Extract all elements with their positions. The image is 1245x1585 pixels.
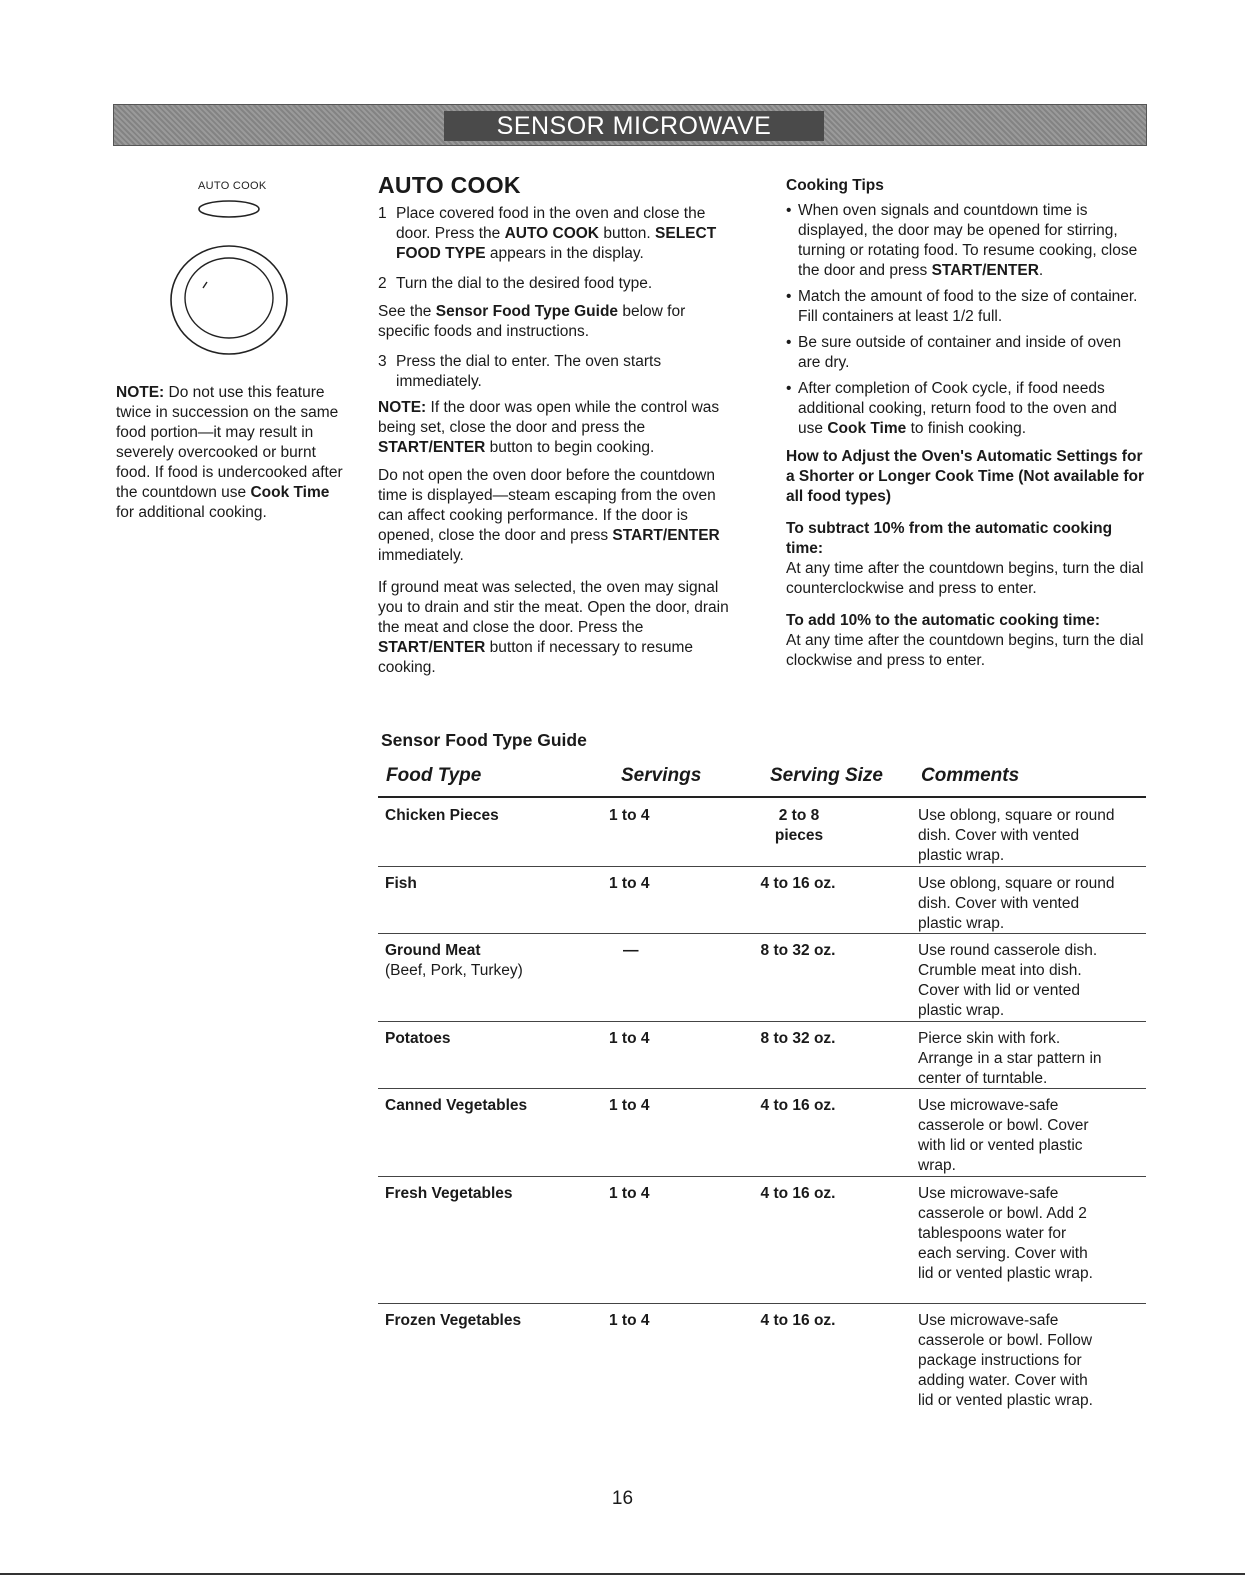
comments: Use microwave-safe casserole or bowl. Follow package instructions for adding water. Cover with lid or vented plastic wrap.: [918, 1312, 1093, 1409]
serving-size: 4 to 16 oz.: [760, 1097, 836, 1114]
see-guide-text: [378, 302, 740, 342]
section-banner: [113, 104, 1147, 170]
ground-meat-c: button if necessary to resume cooking.: [378, 639, 693, 676]
bullet-icon: •: [786, 288, 792, 305]
tip-4-bold: Cook Time: [827, 420, 907, 437]
row-divider: [378, 1088, 1146, 1089]
header-food-type: Food Type: [386, 765, 482, 786]
tip-1-bold: START/ENTER: [931, 262, 1039, 279]
step-1: [378, 204, 740, 264]
auto-cook-instructions: [378, 204, 740, 678]
table-row: [378, 866, 1146, 932]
step-1-number: 1: [378, 205, 387, 222]
bullet-icon: •: [786, 334, 792, 351]
page-number: 16: [611, 1488, 634, 1509]
row-divider: [378, 1021, 1146, 1022]
row-divider: [378, 866, 1146, 867]
servings: 1 to 4: [609, 875, 650, 892]
door-warning-c: immediately.: [378, 547, 464, 564]
step-3: [378, 352, 740, 392]
door-note-bold: START/ENTER: [378, 439, 486, 456]
tip-4-end: to finish cooking.: [906, 420, 1027, 437]
tip-1: [786, 201, 1146, 281]
ground-meat-note: [378, 578, 740, 678]
auto-cook-heading: AUTO COOK: [378, 172, 521, 198]
door-note-c: button to begin cooking.: [485, 439, 655, 456]
door-note: [378, 398, 740, 458]
left-note-text-end: for additional cooking.: [116, 504, 267, 521]
bullet-icon: •: [786, 202, 792, 219]
door-warning-bold: START/ENTER: [612, 527, 720, 544]
tip-4: [786, 379, 1146, 439]
comments: Use oblong, square or round dish. Cover with vented plastic wrap.: [918, 807, 1115, 864]
see-guide-bold: Sensor Food Type Guide: [435, 303, 619, 320]
guide-title: Sensor Food Type Guide: [381, 730, 587, 750]
tip-1-text: When oven signals and countdown time is displayed, the door may be opened for stirring, turning or rotating food. To resume cooking, close the door and press: [798, 202, 1138, 279]
servings: —: [623, 942, 639, 959]
table-row: [378, 1303, 1146, 1433]
ground-meat-a: If ground meat was selected, the oven may signal you to drain and stir the meat. Open the door, drain the meat and close the door. Press the: [378, 579, 729, 636]
row-divider: [378, 933, 1146, 934]
tip-2-text: Match the amount of food to the size of container. Fill containers at least 1/2 full.: [798, 288, 1138, 325]
step-1-text-3: appears in the display.: [485, 245, 644, 262]
comments: Use microwave-safe casserole or bowl. Cover with lid or vented plastic wrap.: [918, 1097, 1089, 1174]
food-type: Frozen Vegetables: [385, 1312, 522, 1329]
table-row: [378, 1021, 1146, 1087]
step-3-number: 3: [378, 353, 387, 370]
left-note-bold: Cook Time: [250, 484, 330, 501]
table-row: [378, 933, 1146, 1019]
header-servings: Servings: [621, 765, 702, 786]
serving-size: 8 to 32 oz.: [760, 1030, 836, 1047]
header-serving-size: Serving Size: [770, 765, 883, 786]
dial-knob-icon: [167, 242, 291, 358]
door-warning: [378, 466, 740, 566]
tip-1-end: .: [1038, 262, 1044, 279]
ground-meat-bold: START/ENTER: [378, 639, 486, 656]
step-1-bold-select: SELECT FOOD TYPE: [396, 225, 717, 262]
auto-cook-button-icon: [197, 198, 261, 220]
comments: Use round casserole dish. Crumble meat into dish. Cover with lid or vented plastic wrap.: [918, 942, 1098, 1019]
subtract-text: At any time after the countdown begins, turn the dial counterclockwise and press to enter.: [786, 560, 1144, 597]
table-row: [378, 798, 1146, 864]
table-row: [378, 1176, 1146, 1302]
see-guide-a: See the: [378, 303, 436, 320]
see-guide-c: below for specific foods and instructions.: [378, 303, 686, 340]
add-heading: To add 10% to the automatic cooking time:: [786, 612, 1101, 629]
food-type: Canned Vegetables: [385, 1097, 528, 1114]
serving-size: 2 to 8 pieces: [774, 807, 824, 844]
serving-size: 4 to 16 oz.: [760, 1312, 836, 1329]
food-subtype: (Beef, Pork, Turkey): [385, 962, 523, 979]
serving-size: 8 to 32 oz.: [760, 942, 836, 959]
step-2-number: 2: [378, 275, 387, 292]
subtract-heading: To subtract 10% from the automatic cooking time:: [786, 520, 1113, 557]
step-1-text: Place covered food in the oven and close the door. Press the: [396, 205, 706, 242]
tip-3: [786, 333, 1146, 373]
step-2-text: Turn the dial to the desired food type.: [396, 275, 653, 292]
header-comments: Comments: [921, 765, 1020, 786]
tip-4-text: After completion of Cook cycle, if food needs additional cooking, return food to the oven and use: [798, 380, 1117, 437]
servings: 1 to 4: [609, 1185, 650, 1202]
left-note-text: Do not use this feature twice in succession on the same food portion—it may result in severely overcooked or burnt food. If food is undercooked after the countdown use: [116, 384, 343, 501]
adjust-heading: How to Adjust the Oven's Automatic Settings for a Shorter or Longer Cook Time (Not available for all food types): [786, 448, 1144, 505]
servings: 1 to 4: [609, 807, 650, 824]
food-type: Potatoes: [385, 1030, 451, 1047]
door-note-label: NOTE:: [378, 399, 427, 416]
cooking-tips: [786, 176, 1146, 671]
comments: Use oblong, square or round dish. Cover with vented plastic wrap.: [918, 875, 1115, 932]
food-type: Fish: [385, 875, 417, 892]
food-type: Ground Meat: [385, 942, 481, 959]
left-note-label: NOTE:: [116, 384, 165, 401]
step-3-text: Press the dial to enter. The oven starts immediately.: [396, 353, 662, 390]
bullet-icon: •: [786, 380, 792, 397]
left-note: [116, 383, 348, 523]
bottom-divider: [0, 1573, 1245, 1575]
row-divider: [378, 1303, 1146, 1304]
comments: Pierce skin with fork. Arrange in a star pattern in center of turntable.: [918, 1030, 1102, 1087]
add-text: At any time after the countdown begins, turn the dial clockwise and press to enter.: [786, 632, 1144, 669]
servings: 1 to 4: [609, 1312, 650, 1329]
serving-size: 4 to 16 oz.: [760, 875, 836, 892]
section-title: SENSOR MICROWAVE FEATURES: [444, 111, 824, 141]
auto-cook-button-label: AUTO COOK: [198, 180, 267, 192]
cooking-tips-heading: Cooking Tips: [786, 177, 884, 194]
servings: 1 to 4: [609, 1030, 650, 1047]
step-2: [378, 274, 740, 294]
door-warning-a: Do not open the oven door before the countdown time is displayed—steam escaping from the oven can affect cooking performance. If the door is opened, close the door and press: [378, 467, 716, 544]
food-type: Chicken Pieces: [385, 807, 499, 824]
step-1-text-2: button.: [599, 225, 656, 242]
door-note-a: If the door was open while the control was being set, close the door and press the: [378, 399, 720, 436]
servings: 1 to 4: [609, 1097, 650, 1114]
tip-2: [786, 287, 1146, 327]
table-row: [378, 1088, 1146, 1174]
serving-size: 4 to 16 oz.: [760, 1185, 836, 1202]
step-1-bold-auto-cook: AUTO COOK: [504, 225, 600, 242]
comments: Use microwave-safe casserole or bowl. Add 2 tablespoons water for each serving. Cover with lid or vented plastic wrap.: [918, 1185, 1093, 1282]
row-divider: [378, 1176, 1146, 1177]
food-type: Fresh Vegetables: [385, 1185, 513, 1202]
tip-3-text: Be sure outside of container and inside of oven are dry.: [798, 334, 1122, 371]
